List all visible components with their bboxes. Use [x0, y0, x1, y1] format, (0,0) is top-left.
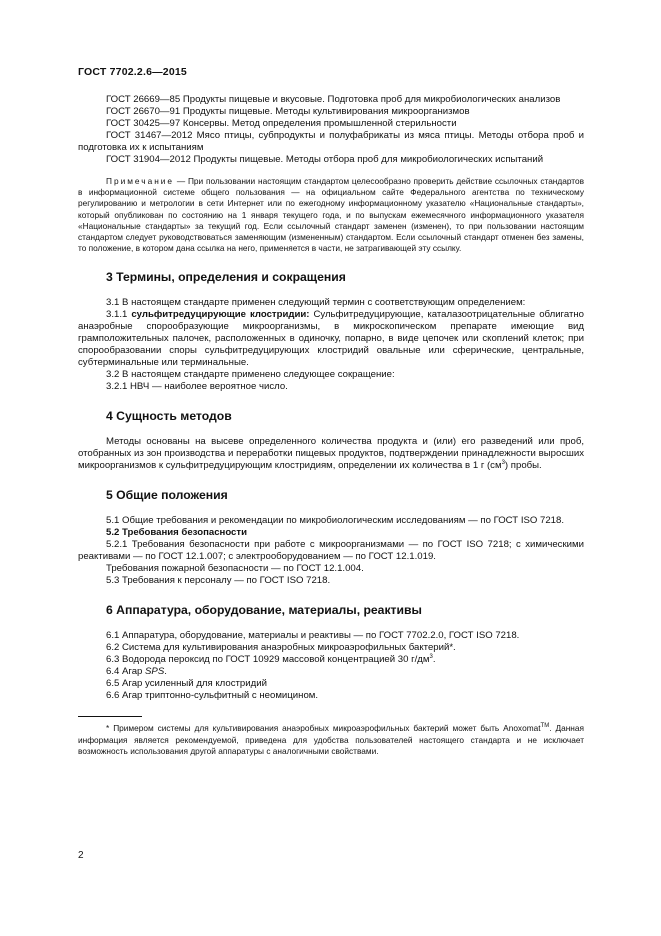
paragraph: 3.2 В настоящем стандарте применено следующее сокращение:	[106, 369, 395, 381]
note-label: Примечание	[106, 176, 175, 186]
page-number: 2	[78, 850, 84, 861]
section-6-title: 6 Аппаратура, оборудование, материалы, реактивы	[106, 603, 422, 618]
section-3-title: 3 Термины, определения и сокращения	[106, 270, 346, 285]
paragraph: 6.5 Агар усиленный для клостридий	[106, 678, 267, 690]
section-5-title: 5 Общие положения	[106, 488, 228, 503]
reference-item: ГОСТ 26670—91 Продукты пищевые. Методы культивирования микроорганизмов	[106, 106, 470, 117]
reference-item: ГОСТ 26669—85 Продукты пищевые и вкусовые. Подготовка проб для микробиологических анализов	[106, 94, 561, 105]
paragraph	[78, 666, 584, 678]
paragraph	[78, 436, 584, 472]
paragraph-text: 6.3 Водорода пероксид по ГОСТ 10929 массовой концентрацией 30 г/дм	[106, 654, 430, 666]
paragraph: 6.1 Аппаратура, оборудование, материалы и реактивы — по ГОСТ 7702.2.0, ГОСТ ISO 7218.	[106, 630, 520, 642]
term-text: Сульфитредуцирующие, каталазоотрицательные облигатно анаэробные спорообразующие микроорганизмы, в микроскопическом препарате имеющие вид грамположительных палочек, расположенных в одиночку, попарно, в виде цепочек или скоплений клеток; при спорообразовании споры сульфитредуцирующих клостридий овальные или сферические, центральные, субтерминальные или терминальные.	[78, 309, 584, 369]
term-definition	[78, 309, 584, 369]
footnote-text: * Примером системы для культивирования анаэробных микроаэрофильных бактерий может быть Anoxomat	[106, 723, 541, 734]
term-number: 3.1.1	[106, 309, 128, 321]
superscript: 3	[429, 654, 433, 661]
paragraph	[78, 654, 584, 666]
footnote-divider	[78, 716, 142, 717]
paragraph: 6.2 Система для культивирования анаэробных микроаэрофильных бактерий*.	[106, 642, 456, 654]
footnote	[78, 723, 584, 757]
section-4-title: 4 Сущность методов	[106, 409, 232, 424]
paragraph: 5.3 Требования к персоналу — по ГОСТ ISO 7218.	[106, 575, 331, 587]
paragraph-text: .	[432, 654, 436, 666]
document-body	[78, 94, 584, 757]
note-text: — При пользовании настоящим стандартом целесообразно проверить действие ссылочных стандартов в информационной системе общего пользования — на официальном сайте Федерального агентства по техническому регулированию и метрологии в сети Интернет или по ежегодному информационному указателю «Национальные стандарты», который опубликован по состоянию на 1 января текущего года, и по выпускам ежемесячного информационного указателя «Национальные стандарты» за текущий год. Если ссылочный стандарт заменен (изменен), то при пользовании настоящим стандартом следует руководствоваться заменяющим (измененным) стандартом. Если ссылочный стандарт отменен без замены, то положение, в котором дана ссылка на него, применяется в части, не затрагивающей эту ссылку.	[78, 176, 585, 254]
paragraph: 5.1 Общие требования и рекомендации по микробиологическим исследованиям — по ГОСТ ISO 7218.	[106, 515, 565, 527]
document-header: ГОСТ 7702.2.6—2015	[78, 66, 187, 78]
trademark-sup: TM	[540, 723, 550, 730]
reference-item: ГОСТ 31904—2012 Продукты пищевые. Методы отбора проб для микробиологических испытаний	[106, 154, 544, 165]
paragraph-text: ) пробы.	[504, 460, 542, 472]
superscript: 3	[501, 460, 505, 467]
subsection-title: 5.2 Требования безопасности	[106, 527, 247, 539]
paragraph-text: 6.4 Агар	[106, 666, 146, 678]
paragraph: 6.6 Агар триптонно-сульфитный с неомицином.	[106, 690, 319, 702]
term-name: сульфитредуцирующие клостридии:	[131, 309, 310, 321]
paragraph-text: Методы основаны на высеве определенного количества продукта и (или) его разведений или проб, отобранных из зон производства и переработки пищевых продуктов, подтверждении принадлежности выросших микроорганизмов к сульфитредуцирующим клостридиям, определении их количества в 1 г (см	[78, 436, 584, 472]
footnote-text: . Данная информация является рекомендуемой, приведена для удобства пользователей настоящего стандарта и не исключает возможность использования другой аппаратуры с аналогичными свойствами.	[78, 723, 584, 756]
paragraph-text: .	[164, 666, 167, 678]
paragraph: 5.2.1 Требования безопасности при работе с микроорганизмами — по ГОСТ ISO 7218; с химическими реактивами — по ГОСТ 12.1.007; с электрооборудованием — по ГОСТ 12.1.019.	[78, 539, 584, 563]
reference-item: ГОСТ 30425—97 Консервы. Метод определения промышленной стерильности	[106, 118, 457, 129]
paragraph: 3.1 В настоящем стандарте применен следующий термин с соответствующим определением:	[106, 297, 526, 309]
note	[78, 176, 584, 254]
reference-item: ГОСТ 31467—2012 Мясо птицы, субпродукты и полуфабрикаты из мяса птицы. Методы отбора проб и подготовка их к испытаниям	[78, 130, 584, 153]
paragraph: 3.2.1 НВЧ — наиболее вероятное число.	[106, 381, 288, 393]
paragraph: Требования пожарной безопасности — по ГОСТ 12.1.004.	[106, 563, 364, 575]
italic-text: SPS	[145, 666, 165, 678]
